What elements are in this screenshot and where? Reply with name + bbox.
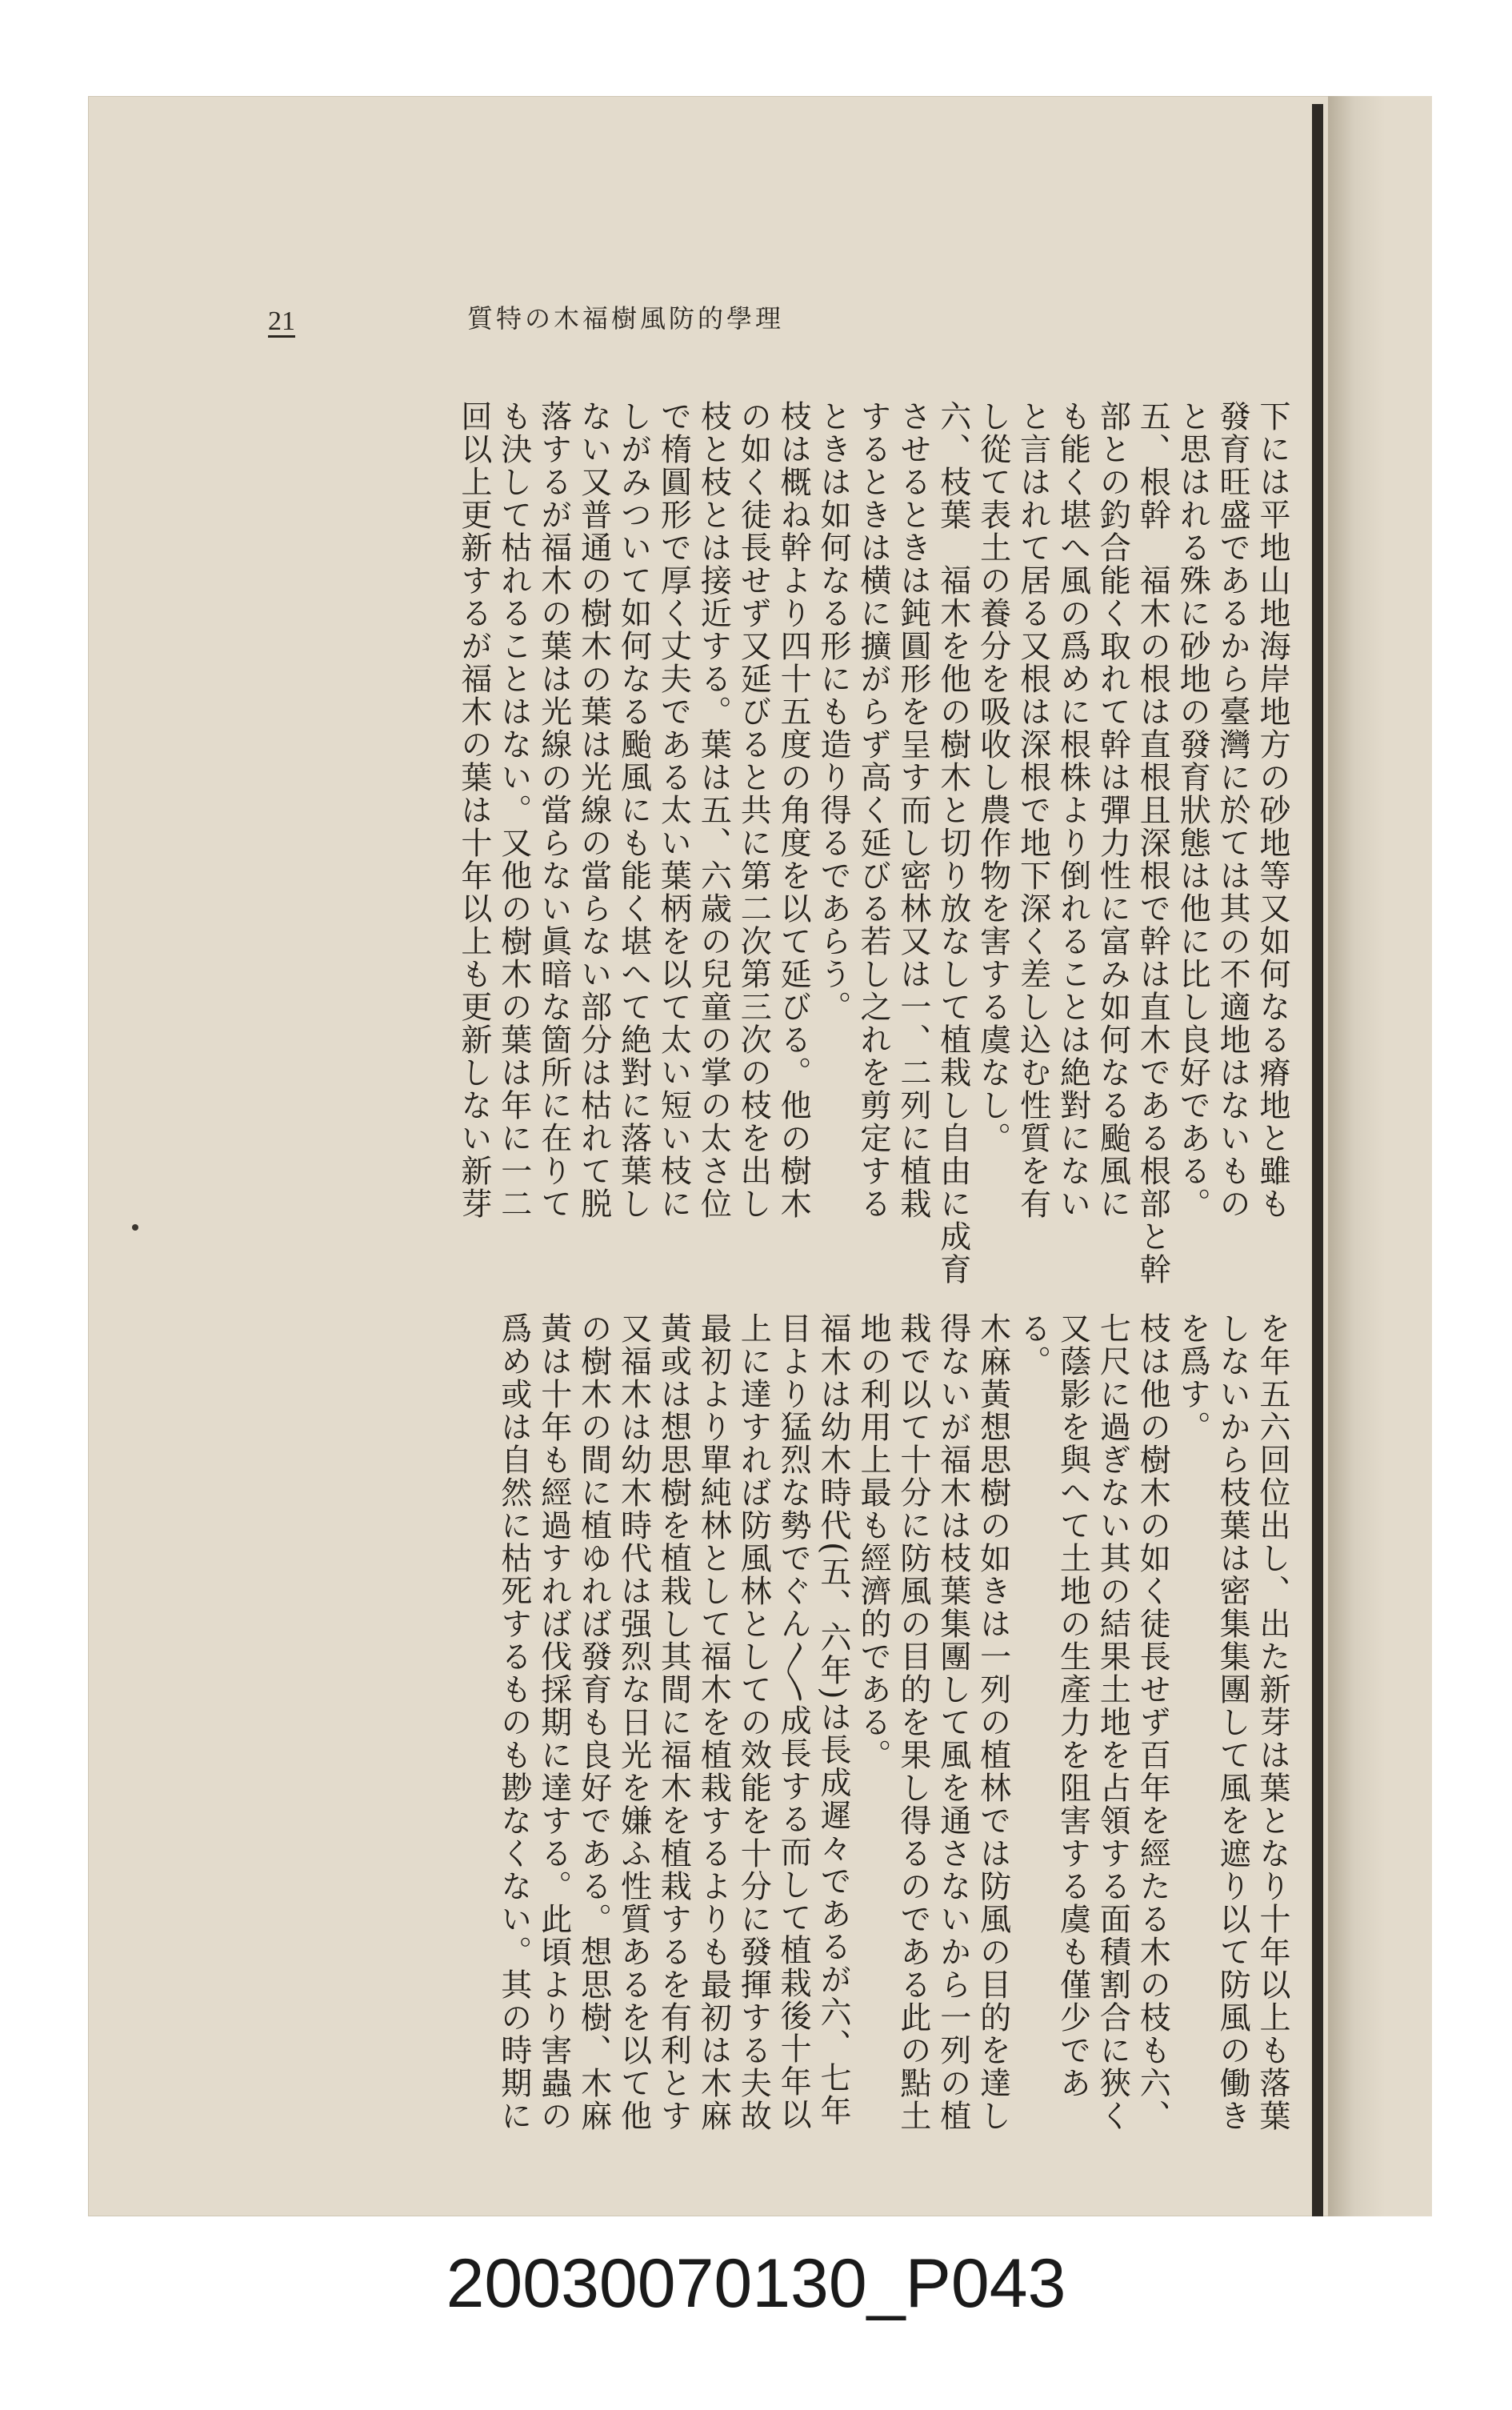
body-text-lower: を年五六回位出し、出た新芽は葉となり十年以上も落葉 しないから枝葉は密集集團して風を遮り以て防風の働き を爲す。 枝は他の樹木の如く徒長せず百年を經たる木の枝も六、 七尺に過ぎない其の結果土地を占領する面積割合に狹く 又蔭影を與へて土地の生產力を阻害する虞も僅少であ る。 木麻黃想思樹の如きは一列の植林では防風の目的を達し 得ないが福木は枝葉集團して風を通さないから一列の植 栽で以て十分に防風の目的を果し得るのである此の點土 地の利用上最も經濟的である。 福木は幼木時代(五、六年)は長成遲々であるが六、七年 目より猛烈な勢でぐん〳〵成長する而して植栽後十年以 上に達すれば防風林としての效能を十分に發揮する夫故 最初より單純林として福木を植栽するよりも最初は木麻 黃或は想思樹を植栽し其間に福木を植栽するを有利とす 又福木は幼木時代は强烈な日光を嫌ふ性質あるを以て他 の樹木の間に植ゆれば發育も良好である。想思樹、木麻 黃は十年も經過すれば伐採期に達する。此頃より害蟲の 爲め或は自然に枯死するものも尠なくない。其の時期に	[495, 1312, 1290, 2132]
scan-id-caption: 20030070130_P043	[446, 2245, 1066, 2322]
running-title: 理學的防風樹福木の特質	[466, 303, 784, 334]
body-text-upper: 下には平地山地海岸地方の砂地等又如何なる瘠地と雖も 發育旺盛であるから臺灣に於ては其の不適地はないもの と思はれる殊に砂地の發育狀態は他に比し良好である。 五、根幹 福木の根は直根且深根で幹は直木である根部と幹 部との釣合能く取れて幹は彈力性に富み如何なる颱風に も能く堪へ風の爲めに根株より倒れることは絶對にない と言はれて居る又根は深根で地下深く差し込む性質を有 し從て表土の養分を吸收し農作物を害する虞なし。 六、枝葉 福木を他の樹木と切り放なして植栽し自由に成育 させるときは鈍圓形を呈す而し密林又は一、二列に植栽 するときは横に擴がらず高く延びる若し之れを剪定する ときは如何なる形にも造り得るであらう。 枝は概ね幹より四十五度の角度を以て延びる。他の樹木 の如く徒長せず又延びると共に第二次第三次の枝を出し 枝と枝とは接近する。葉は五、六歳の兒童の掌の太さ位 で楕圓形で厚く丈夫である太い葉柄を以て太い短い枝に しがみついて如何なる颱風にも能く堪へて絶對に落葉し ない又普通の樹木の葉は光線の當らない部分は枯れて脱 落するが福木の葉は光線の當らない眞暗な箇所に在りて も決して枯れることはない。又他の樹木の葉は年に一二 回以上更新するが福木の葉は十年以上も更新しない新芽	[455, 400, 1290, 1286]
margin-mark	[132, 1224, 138, 1231]
facing-page-edge	[1328, 96, 1432, 2216]
page-number: 21	[268, 306, 295, 336]
page-gutter-shadow	[1312, 104, 1323, 2216]
